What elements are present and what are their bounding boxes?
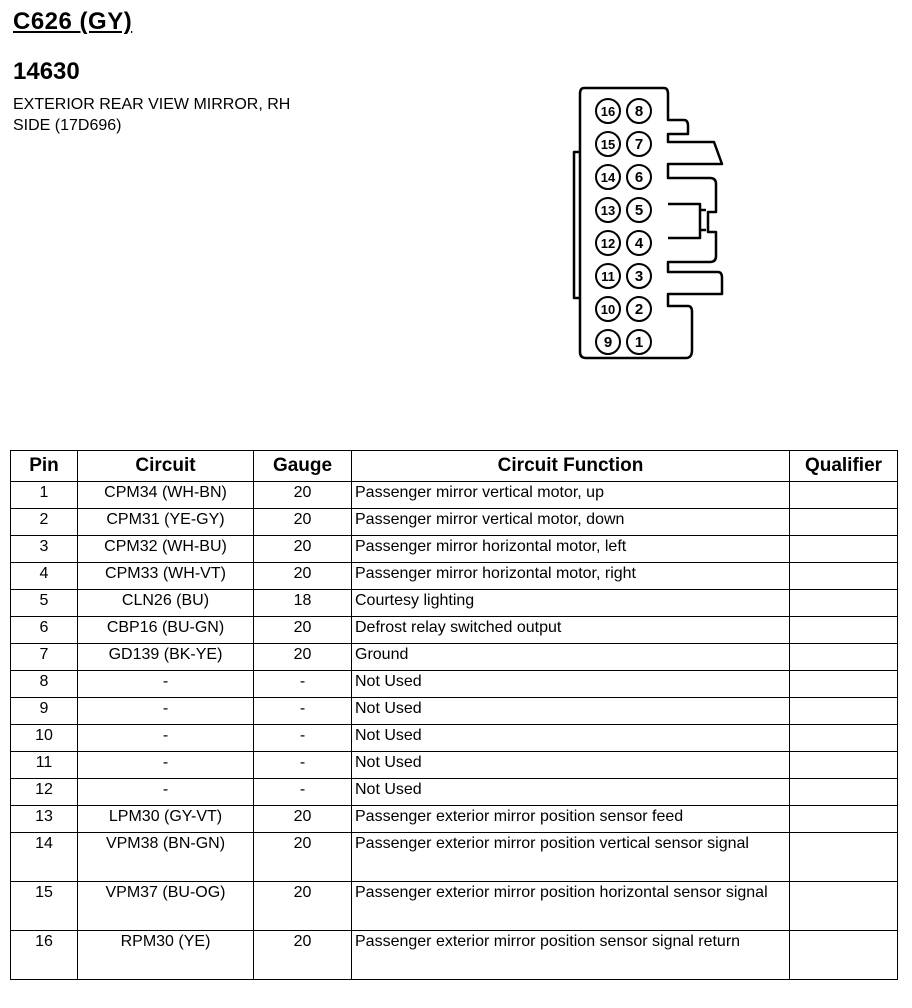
qualifier-cell xyxy=(790,482,898,509)
pin-cell: 12 xyxy=(11,779,78,806)
gauge-cell: 20 xyxy=(254,882,352,931)
qualifier-cell xyxy=(790,752,898,779)
circuit-cell: - xyxy=(78,779,254,806)
table-row xyxy=(11,752,898,779)
circuit-cell: VPM38 (BN-GN) xyxy=(78,833,254,882)
pin-label: 7 xyxy=(634,136,644,153)
col-header-gauge: Gauge xyxy=(254,451,352,482)
circuit-cell: - xyxy=(78,752,254,779)
table-row xyxy=(11,536,898,563)
gauge-cell: 20 xyxy=(254,482,352,509)
table-header-row xyxy=(11,451,898,482)
circuit-cell: VPM37 (BU-OG) xyxy=(78,882,254,931)
qualifier-cell xyxy=(790,882,898,931)
pin-cell: 14 xyxy=(11,833,78,882)
function-cell: Courtesy lighting xyxy=(352,590,790,617)
pin-label: 1 xyxy=(634,334,644,351)
pin-cell: 15 xyxy=(11,882,78,931)
circuit-cell: RPM30 (YE) xyxy=(78,931,254,980)
qualifier-cell xyxy=(790,536,898,563)
pin-label: 6 xyxy=(634,169,644,186)
pin-cell: 2 xyxy=(11,509,78,536)
function-cell: Defrost relay switched output xyxy=(352,617,790,644)
pin-cell: 8 xyxy=(11,671,78,698)
circuit-cell: CLN26 (BU) xyxy=(78,590,254,617)
pin-label: 3 xyxy=(634,268,644,285)
table-row xyxy=(11,882,898,931)
table-row xyxy=(11,779,898,806)
qualifier-cell xyxy=(790,779,898,806)
qualifier-cell xyxy=(790,617,898,644)
function-cell: Passenger exterior mirror position sensor feed xyxy=(352,806,790,833)
gauge-cell: 20 xyxy=(254,617,352,644)
function-cell: Passenger mirror horizontal motor, left xyxy=(352,536,790,563)
gauge-cell: - xyxy=(254,725,352,752)
circuit-cell: CPM33 (WH-VT) xyxy=(78,563,254,590)
pin-label: 16 xyxy=(600,104,616,119)
col-header-pin: Pin xyxy=(11,451,78,482)
function-cell: Passenger exterior mirror position horizontal sensor signal xyxy=(352,882,790,931)
pin-cell: 6 xyxy=(11,617,78,644)
pin-cell: 11 xyxy=(11,752,78,779)
qualifier-cell xyxy=(790,698,898,725)
pin-label: 14 xyxy=(600,170,616,185)
circuit-cell: CPM32 (WH-BU) xyxy=(78,536,254,563)
pin-label: 11 xyxy=(601,269,615,284)
pin-label: 2 xyxy=(634,301,644,318)
connector-face-diagram xyxy=(560,80,740,370)
gauge-cell: 20 xyxy=(254,931,352,980)
gauge-cell: 20 xyxy=(254,563,352,590)
col-header-qualifier: Qualifier xyxy=(790,451,898,482)
connector-id: C626 (GY) xyxy=(13,8,133,35)
circuit-cell: - xyxy=(78,725,254,752)
table-row xyxy=(11,931,898,980)
function-cell: Not Used xyxy=(352,698,790,725)
col-header-circuit: Circuit xyxy=(78,451,254,482)
pin-cell: 4 xyxy=(11,563,78,590)
qualifier-cell xyxy=(790,590,898,617)
qualifier-cell xyxy=(790,509,898,536)
table-row xyxy=(11,563,898,590)
table-row xyxy=(11,590,898,617)
function-cell: Ground xyxy=(352,644,790,671)
pin-label: 5 xyxy=(634,202,644,219)
qualifier-cell xyxy=(790,563,898,590)
pins-left xyxy=(596,99,620,354)
qualifier-cell xyxy=(790,644,898,671)
description-line-2: SIDE (17D696) xyxy=(13,117,122,134)
table-row xyxy=(11,725,898,752)
table-row xyxy=(11,671,898,698)
pinout-table xyxy=(10,450,898,980)
pin-cell: 3 xyxy=(11,536,78,563)
part-number: 14630 xyxy=(13,58,80,85)
table-row xyxy=(11,806,898,833)
function-cell: Passenger mirror vertical motor, up xyxy=(352,482,790,509)
gauge-cell: 18 xyxy=(254,590,352,617)
function-cell: Not Used xyxy=(352,752,790,779)
circuit-cell: LPM30 (GY-VT) xyxy=(78,806,254,833)
pin-cell: 9 xyxy=(11,698,78,725)
circuit-cell: CPM34 (WH-BN) xyxy=(78,482,254,509)
gauge-cell: - xyxy=(254,698,352,725)
gauge-cell: 20 xyxy=(254,806,352,833)
qualifier-cell xyxy=(790,671,898,698)
circuit-cell: - xyxy=(78,698,254,725)
qualifier-cell xyxy=(790,833,898,882)
circuit-cell: - xyxy=(78,671,254,698)
function-cell: Passenger mirror vertical motor, down xyxy=(352,509,790,536)
pin-label: 15 xyxy=(600,137,616,152)
pin-label: 13 xyxy=(600,203,616,218)
circuit-cell: GD139 (BK-YE) xyxy=(78,644,254,671)
table-row xyxy=(11,509,898,536)
gauge-cell: - xyxy=(254,752,352,779)
circuit-cell: CBP16 (BU-GN) xyxy=(78,617,254,644)
function-cell: Not Used xyxy=(352,779,790,806)
gauge-cell: 20 xyxy=(254,536,352,563)
gauge-cell: - xyxy=(254,671,352,698)
qualifier-cell xyxy=(790,806,898,833)
table-row xyxy=(11,482,898,509)
pin-label: 10 xyxy=(600,302,616,317)
pin-label: 4 xyxy=(634,235,644,252)
function-cell: Passenger exterior mirror position vertical sensor signal xyxy=(352,833,790,882)
gauge-cell: 20 xyxy=(254,509,352,536)
col-header-circuit-function: Circuit Function xyxy=(352,451,790,482)
description-line-1: EXTERIOR REAR VIEW MIRROR, RH xyxy=(13,96,291,113)
gauge-cell: - xyxy=(254,779,352,806)
gauge-cell: 20 xyxy=(254,833,352,882)
part-description xyxy=(13,94,290,136)
table-row xyxy=(11,698,898,725)
pin-label: 9 xyxy=(603,334,613,351)
function-cell: Passenger mirror horizontal motor, right xyxy=(352,563,790,590)
gauge-cell: 20 xyxy=(254,644,352,671)
qualifier-cell xyxy=(790,931,898,980)
pin-cell: 1 xyxy=(11,482,78,509)
pin-cell: 7 xyxy=(11,644,78,671)
table-row xyxy=(11,617,898,644)
pins-right xyxy=(627,99,651,354)
function-cell: Not Used xyxy=(352,671,790,698)
pin-cell: 13 xyxy=(11,806,78,833)
function-cell: Not Used xyxy=(352,725,790,752)
pin-cell: 5 xyxy=(11,590,78,617)
pin-cell: 10 xyxy=(11,725,78,752)
qualifier-cell xyxy=(790,725,898,752)
circuit-cell: CPM31 (YE-GY) xyxy=(78,509,254,536)
pin-cell: 16 xyxy=(11,931,78,980)
function-cell: Passenger exterior mirror position sensor signal return xyxy=(352,931,790,980)
table-row xyxy=(11,644,898,671)
table-row xyxy=(11,833,898,882)
pin-label: 12 xyxy=(600,236,616,251)
pin-label: 8 xyxy=(634,103,644,120)
